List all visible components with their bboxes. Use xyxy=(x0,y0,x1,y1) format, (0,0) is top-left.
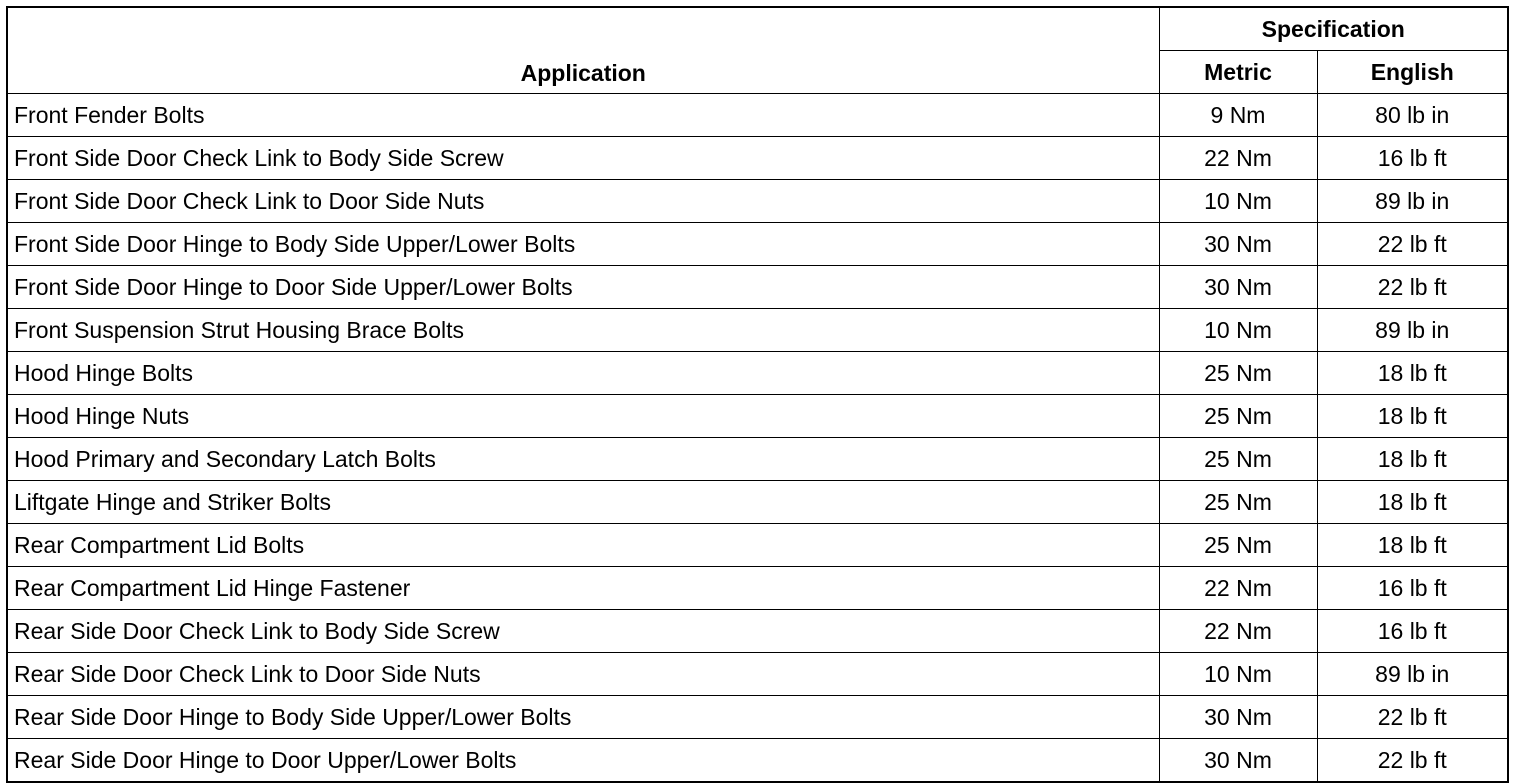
english-cell: 16 lb ft xyxy=(1317,610,1508,653)
table-row xyxy=(7,94,1508,137)
table-header xyxy=(7,7,1508,94)
english-cell: 18 lb ft xyxy=(1317,481,1508,524)
table-row xyxy=(7,524,1508,567)
english-cell: 22 lb ft xyxy=(1317,739,1508,783)
table-row xyxy=(7,180,1508,223)
english-cell: 89 lb in xyxy=(1317,309,1508,352)
application-cell: Hood Hinge Bolts xyxy=(7,352,1159,395)
english-cell: 18 lb ft xyxy=(1317,352,1508,395)
english-cell: 22 lb ft xyxy=(1317,223,1508,266)
header-row-top xyxy=(7,7,1508,51)
metric-cell: 30 Nm xyxy=(1159,739,1317,783)
table-row xyxy=(7,395,1508,438)
application-cell: Rear Side Door Check Link to Body Side Screw xyxy=(7,610,1159,653)
metric-cell: 9 Nm xyxy=(1159,94,1317,137)
english-cell: 22 lb ft xyxy=(1317,696,1508,739)
metric-cell: 25 Nm xyxy=(1159,524,1317,567)
english-cell: 16 lb ft xyxy=(1317,567,1508,610)
table-row xyxy=(7,309,1508,352)
metric-cell: 30 Nm xyxy=(1159,696,1317,739)
application-cell: Liftgate Hinge and Striker Bolts xyxy=(7,481,1159,524)
specification-group-header: Specification xyxy=(1159,7,1508,51)
application-cell: Rear Side Door Check Link to Door Side Nuts xyxy=(7,653,1159,696)
table-row xyxy=(7,653,1508,696)
metric-cell: 10 Nm xyxy=(1159,653,1317,696)
application-cell: Hood Hinge Nuts xyxy=(7,395,1159,438)
application-cell: Front Side Door Check Link to Body Side Screw xyxy=(7,137,1159,180)
application-cell: Rear Side Door Hinge to Body Side Upper/Lower Bolts xyxy=(7,696,1159,739)
application-cell: Rear Compartment Lid Hinge Fastener xyxy=(7,567,1159,610)
metric-cell: 22 Nm xyxy=(1159,610,1317,653)
english-cell: 18 lb ft xyxy=(1317,438,1508,481)
metric-cell: 22 Nm xyxy=(1159,137,1317,180)
application-cell: Front Side Door Hinge to Door Side Upper/Lower Bolts xyxy=(7,266,1159,309)
table-row xyxy=(7,739,1508,783)
metric-cell: 22 Nm xyxy=(1159,567,1317,610)
english-cell: 89 lb in xyxy=(1317,180,1508,223)
table-row xyxy=(7,610,1508,653)
metric-cell: 25 Nm xyxy=(1159,352,1317,395)
table-row xyxy=(7,266,1508,309)
table-body xyxy=(7,94,1508,783)
application-cell: Front Side Door Hinge to Body Side Upper/Lower Bolts xyxy=(7,223,1159,266)
english-cell: 22 lb ft xyxy=(1317,266,1508,309)
metric-cell: 10 Nm xyxy=(1159,309,1317,352)
table-row xyxy=(7,481,1508,524)
metric-column-header: Metric xyxy=(1159,51,1317,94)
application-cell: Rear Compartment Lid Bolts xyxy=(7,524,1159,567)
metric-cell: 25 Nm xyxy=(1159,395,1317,438)
english-column-header: English xyxy=(1317,51,1508,94)
application-cell: Front Side Door Check Link to Door Side Nuts xyxy=(7,180,1159,223)
table-row xyxy=(7,696,1508,739)
english-cell: 18 lb ft xyxy=(1317,524,1508,567)
metric-cell: 25 Nm xyxy=(1159,481,1317,524)
table-row xyxy=(7,352,1508,395)
english-cell: 18 lb ft xyxy=(1317,395,1508,438)
application-cell: Hood Primary and Secondary Latch Bolts xyxy=(7,438,1159,481)
metric-cell: 10 Nm xyxy=(1159,180,1317,223)
metric-cell: 30 Nm xyxy=(1159,266,1317,309)
fastener-spec-table xyxy=(6,6,1509,783)
table-row xyxy=(7,223,1508,266)
english-cell: 80 lb in xyxy=(1317,94,1508,137)
table-row xyxy=(7,567,1508,610)
application-column-header: Application xyxy=(7,7,1159,94)
table-row xyxy=(7,438,1508,481)
application-cell: Front Suspension Strut Housing Brace Bolts xyxy=(7,309,1159,352)
english-cell: 16 lb ft xyxy=(1317,137,1508,180)
application-cell: Rear Side Door Hinge to Door Upper/Lower Bolts xyxy=(7,739,1159,783)
metric-cell: 25 Nm xyxy=(1159,438,1317,481)
application-cell: Front Fender Bolts xyxy=(7,94,1159,137)
english-cell: 89 lb in xyxy=(1317,653,1508,696)
table-row xyxy=(7,137,1508,180)
metric-cell: 30 Nm xyxy=(1159,223,1317,266)
